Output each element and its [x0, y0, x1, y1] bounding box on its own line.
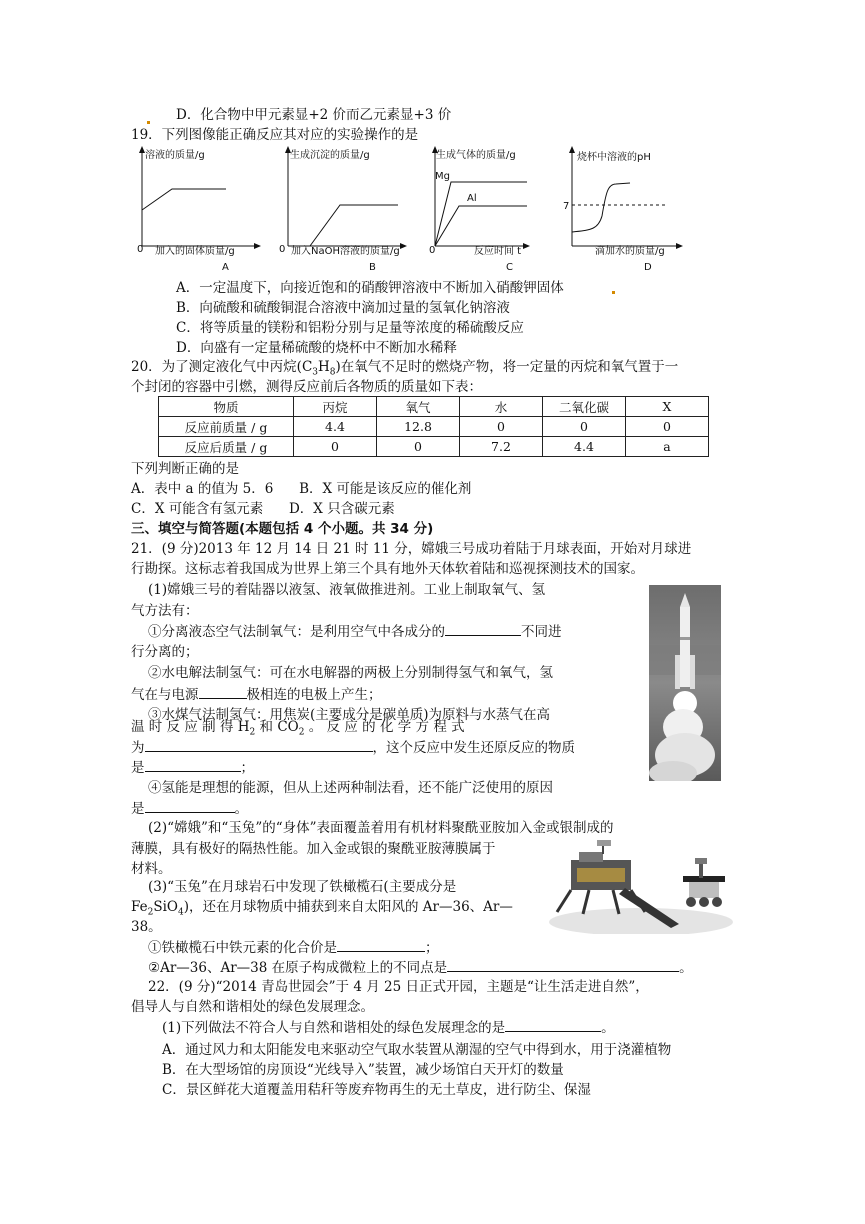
q21-s4b [131, 799, 248, 818]
sub: 4 [178, 907, 184, 918]
q21-s3b-post: 。 反 应 的 化 学 方 程 式 [304, 719, 465, 735]
q22-option-b: B．在大型场馆的房顶设“光线导入”装置，减少场馆白天开灯的数量 [162, 1062, 564, 1078]
table-cell: 12.8 [377, 417, 460, 437]
graph-a-letter: A [222, 262, 229, 273]
q21-s2b-pre: 气在与电源 [131, 687, 199, 703]
stray-mark [147, 121, 150, 124]
q21-s4b-post: 。 [234, 801, 248, 817]
graph-a-origin: 0 [137, 244, 144, 255]
graph-c-ylabel: 生成气体的质量/g [436, 150, 516, 161]
graph-d-ylabel: 烧杯中溶液的pH [577, 152, 651, 163]
table-row [159, 417, 709, 437]
table-cell: 反应前质量 / g [159, 417, 294, 437]
answer-blank[interactable] [145, 799, 235, 813]
sub: 3 [312, 367, 319, 378]
table-cell: a [626, 437, 709, 457]
q21-s3c-pre: 为 [131, 740, 145, 756]
table-cell: 0 [543, 417, 626, 437]
graph-c-label-al: Al [467, 193, 477, 204]
q21-p3e-pre: ②Ar—36、Ar—38 在原子构成微粒上的不同点是 [148, 960, 448, 976]
graph-a [128, 146, 288, 276]
graph-c-series-mg [435, 182, 527, 246]
graph-a-xlabel: 加入的固体质量/g [155, 246, 235, 257]
graph-c-series-al [435, 206, 527, 246]
q21-s2b [131, 685, 382, 704]
graph-d-letter: D [644, 262, 652, 273]
answer-blank[interactable] [337, 938, 425, 952]
table-header: 物质 [159, 397, 294, 417]
graph-b-ylabel: 生成沉淀的质量/g [290, 150, 370, 161]
q19-option-d: D．向盛有一定量稀硫酸的烧杯中不断加水稀释 [176, 340, 457, 356]
sub: 2 [298, 727, 305, 738]
q21-p3b-mid: SiO [153, 899, 178, 915]
table-header: X [626, 397, 709, 417]
q20-options-ab: A．表中 a 的值为 5．6 B．X 可能是该反应的催化剂 [131, 481, 472, 497]
graph-b-letter: B [369, 262, 376, 273]
stray-mark [612, 291, 615, 294]
graph-c-letter: C [506, 262, 513, 273]
graph-d-ref-value: 7 [563, 201, 570, 212]
q22-intro-1: 22．(9 分)“2014 青岛世园会”于 4 月 25 日正式开园，主题是“让生活走进自然”， [148, 979, 649, 995]
q21-p2b: 薄膜，具有极好的隔热性能。加入金或银的聚酰亚胺薄膜属于 [131, 841, 496, 857]
table-cell: 4.4 [294, 417, 377, 437]
table-header: 氧气 [377, 397, 460, 417]
table-cell: 0 [294, 437, 377, 457]
table-header: 水 [460, 397, 543, 417]
table-cell: 4.4 [543, 437, 626, 457]
q20-options-cd: C．X 可能含有氢元素 D．X 只含碳元素 [131, 501, 395, 517]
q21-p3b-pre: Fe [131, 899, 148, 915]
answer-blank[interactable] [445, 622, 521, 636]
table-cell: 0 [460, 417, 543, 437]
answer-blank[interactable] [199, 685, 247, 699]
q21-s4b-pre: 是 [131, 801, 145, 817]
q21-s3d-post: ； [240, 760, 254, 776]
q21-s1a-text: ①分离液态空气法制氧气：是利用空气中各成分的 [148, 624, 445, 640]
q21-s3d [131, 758, 254, 777]
graph-d-curve [572, 183, 630, 232]
q19-stem: 19．下列图像能正确反应其对应的实验操作的是 [131, 127, 419, 143]
q22-p1-post: 。 [601, 1020, 615, 1036]
table-cell: 7.2 [460, 437, 543, 457]
q22-intro-2: 倡导人与自然和谐相处的绿色发展理念。 [131, 999, 374, 1015]
q21-p1b: 气方法有： [131, 603, 199, 619]
table-row [159, 437, 709, 457]
q22-p1-pre: (1)下列做法不符合人与自然和谐相处的绿色发展理念的是 [162, 1020, 506, 1036]
section-heading: 三、填空与简答题(本题包括 4 个小题。共 34 分) [131, 521, 434, 537]
q21-p3b-post: )，还在月球物质中捕获到来自太阳风的 Ar—36、Ar— [183, 899, 513, 915]
q22-option-c: C．景区鲜花大道覆盖用秸秆等废弃物再生的无土草皮，进行防尘、保湿 [162, 1082, 591, 1098]
answer-blank[interactable] [447, 958, 679, 972]
q21-p2c: 材料。 [131, 861, 172, 877]
q20-line1-pre: 20．为了测定液化气中丙烷(C [131, 359, 313, 375]
graph-a-curve [142, 189, 226, 210]
rocket-launch-image [649, 585, 721, 781]
sub: 2 [147, 907, 154, 918]
sub: 2 [249, 727, 256, 738]
q21-p3d-pre: ①铁橄榄石中铁元素的化合价是 [148, 940, 337, 956]
q21-p3a: (3)“玉兔”在月球岩石中发现了铁橄榄石(主要成分是 [148, 879, 457, 895]
q21-s1a [148, 622, 562, 641]
q21-s3b-mid: 和 CO [255, 719, 299, 735]
q21-s4a: ④氢能是理想的能源，但从上述两种制法看，还不能广泛使用的原因 [148, 780, 553, 796]
graph-c-xlabel: 反应时间 t [474, 246, 522, 257]
q19-option-c: C．将等质量的镁粉和铝粉分别与足量等浓度的稀硫酸反应 [176, 320, 524, 336]
q21-p3e [148, 958, 693, 977]
q19-option-a: A．一定温度下，向接近饱和的硝酸钾溶液中不断加入硝酸钾固体 [176, 280, 564, 296]
q21-s1a-post: 不同进 [521, 624, 562, 640]
table-cell: 反应后质量 / g [159, 437, 294, 457]
q19-option-b: B．向硫酸和硫酸铜混合溶液中滴加过量的氢氧化钠溶液 [176, 300, 510, 316]
table-header: 丙烷 [294, 397, 377, 417]
answer-blank[interactable] [505, 1018, 601, 1032]
q21-s1b: 行分离的； [131, 644, 199, 660]
q21-s2b-post: 极相连的电极上产生； [246, 687, 382, 703]
q21-p3e-post: 。 [679, 960, 693, 976]
q21-s3c [131, 738, 575, 757]
table-header: 二氧化碳 [543, 397, 626, 417]
q20-table [158, 396, 709, 457]
q21-p3c: 38。 [131, 919, 162, 935]
q21-p1a: (1)嫦娥三号的着陆器以液氢、液氧做推进剂。工业上制取氧气、氢 [148, 582, 546, 598]
q21-s3c-post: ，这个反应中发生还原反应的物质 [372, 740, 575, 756]
graph-b-origin: 0 [279, 244, 286, 255]
q20-line2: 个封闭的容器中引燃，测得反应前后各物质的质量如下表： [131, 379, 482, 395]
q22-option-a: A．通过风力和太阳能发电来驱动空气取水装置从潮湿的空气中得到水，用于浇灌植物 [162, 1042, 672, 1058]
q21-p3d [148, 938, 439, 957]
q21-intro-1: 21．(9 分)2013 年 12 月 14 日 21 时 11 分，嫦娥三号成功着陆于月球表面，开始对月球进 [131, 541, 692, 557]
table-cell: 0 [377, 437, 460, 457]
graph-b-curve [310, 205, 398, 246]
graph-d [560, 146, 710, 276]
q21-s3b-pre: 温 时 反 应 制 得 H [131, 719, 250, 735]
q21-s3a: ③水煤气法制氢气：用焦炭(主要成分是碳单质)为原料与水蒸气在高 [148, 707, 551, 723]
q21-intro-2: 行勘探。这标志着我国成为世界上第三个具有地外天体软着陆和巡视探测技术的国家。 [131, 561, 644, 577]
answer-blank[interactable] [145, 738, 373, 752]
q22-p1 [162, 1018, 615, 1037]
q20-line1-post: )在氧气不足时的燃烧产物，将一定量的丙烷和氧气置于一 [335, 359, 679, 375]
q21-p3b [131, 898, 513, 922]
q20-judge: 下列判断正确的是 [131, 461, 239, 477]
q21-s3d-pre: 是 [131, 760, 145, 776]
table-cell: 0 [626, 417, 709, 437]
q20-h: H [318, 359, 330, 375]
graph-c-origin: 0 [429, 245, 436, 256]
graph-a-ylabel: 溶液的质量/g [145, 150, 205, 161]
answer-blank[interactable] [145, 758, 241, 772]
graph-c [427, 146, 547, 276]
q21-p2a: (2)“嫦娥”和“玉兔”的“身体”表面覆盖着用有机材料聚酰亚胺加入金或银制成的 [148, 820, 614, 836]
lander-rover-image [549, 838, 733, 934]
graph-c-label-mg: Mg [435, 171, 450, 182]
graph-d-xlabel: 滴加水的质量/g [595, 246, 665, 257]
q21-p3d-post: ； [425, 940, 439, 956]
table-header-row [159, 397, 709, 417]
graph-b-xlabel: 加入NaOH溶液的质量/g [291, 246, 400, 257]
q21-s2a: ②水电解法制氢气：可在水电解器的两极上分别制得氢气和氧气，氢 [148, 665, 553, 681]
graph-b [276, 146, 426, 276]
sub: 8 [329, 367, 336, 378]
q18-option-d: D．化合物中甲元素显+2 价而乙元素显+3 价 [176, 107, 452, 123]
